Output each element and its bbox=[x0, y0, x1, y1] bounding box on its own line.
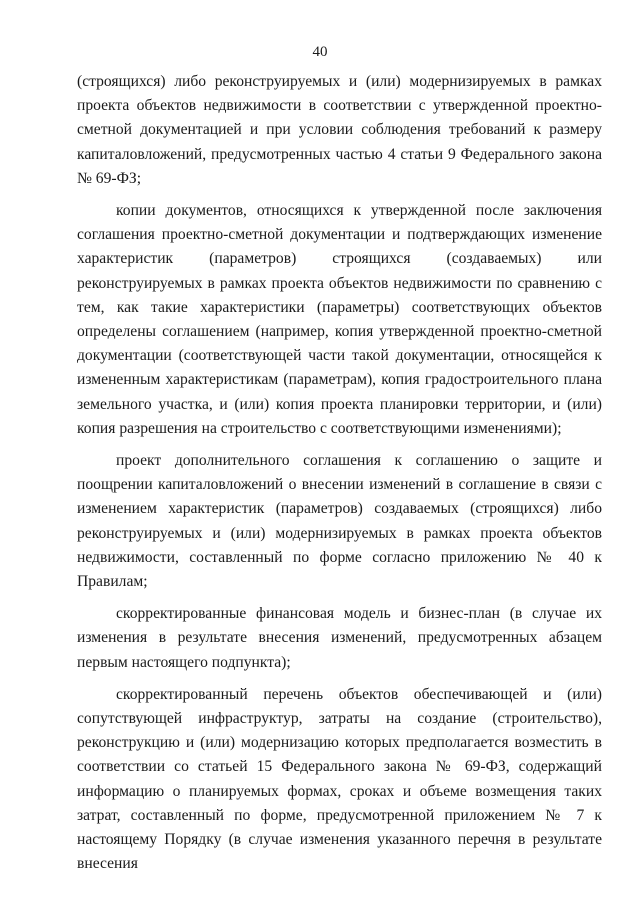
page-number: 40 bbox=[312, 44, 328, 60]
paragraph-infrastructure-list: скорректированный перечень объектов обеспечивающей и (или) сопутствующей инфраструктур, затраты на создание (строительство), реконструкцию и (или) модернизацию которых предполагается возместить в соответствии со статьей 15 Федерального закона № 69-ФЗ, содержащий информацию о планируемых формах, сроках и объеме возмещения таких затрат, составленный по форме, предусмотренной приложением № 7 к настоящему Порядку (в случае изменения указанного перечня в результате внесения bbox=[77, 685, 602, 873]
paragraph-document-copies: копии документов, относящихся к утвержденной после заключения соглашения проектно-сметной документации и подтверждающих изменение характеристик (параметров) строящихся (создаваемых) или реконструируемых в рамках проекта объектов недвижимости по сравнению с тем, как такие характеристики (параметры) соответствующих объектов определены соглашением (например, копия утвержденной проектно-сметной документации (соответствующей части такой документации, относящейся к измененным характеристикам (параметрам), копия градостроительного плана земельного участка, и (или) копия проекта планировки территории, и (или) копия разрешения на строительство с соответствующими изменениями); bbox=[77, 202, 602, 437]
paragraph-financial-model: скорректированные финансовая модель и бизнес-план (в случае их изменения в результате внесения изменений, предусмотренных абзацем первым настоящего подпункта); bbox=[77, 605, 602, 671]
document-body bbox=[77, 70, 602, 877]
paragraph-continuation: (строящихся) либо реконструируемых и (или) модернизируемых в рамках проекта объектов недвижимости в соответствии с утвержденной проектно-сметной документацией и при условии соблюдения требований к размеру капиталовложений, предусмотренных частью 4 статьи 9 Федерального закона № 69-ФЗ; bbox=[77, 73, 602, 187]
paragraph-draft-agreement: проект дополнительного соглашения к соглашению о защите и поощрении капиталовложений о внесении изменений в соглашение в связи с изменением характеристик (параметров) создаваемых (строящихся) либо реконструируемых и (или) модернизируемых в рамках проекта объектов недвижимости, составленный по форме согласно приложению № 40 к Правилам; bbox=[77, 452, 602, 591]
